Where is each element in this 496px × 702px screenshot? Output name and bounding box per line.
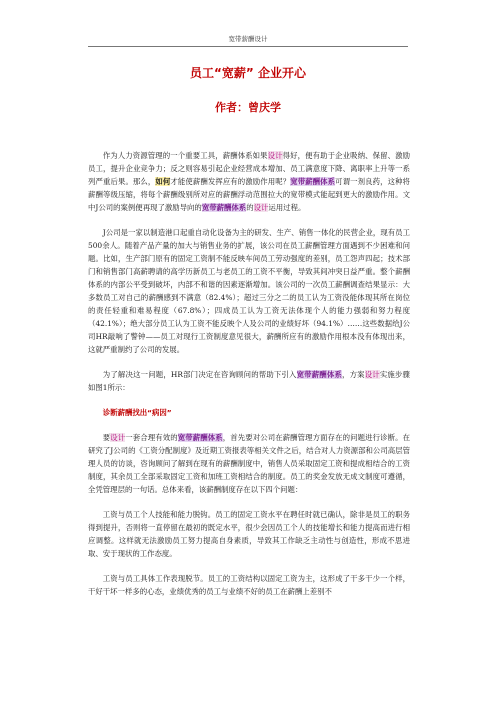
highlight-design: 设计 <box>253 203 269 212</box>
text-run: 才能使薪酬发挥应有的激励作用呢？ <box>170 177 291 186</box>
paragraph-problem-2: 工资与员工具体工作表现脱节。员工的工资结构以固定工资为主，这形成了干多干少一个样，干好干坏一样多的心态，业绩优秀的员工与业绩不好的员工在薪酬上差别不 <box>88 574 410 596</box>
paragraph-diagnosis <box>88 431 410 496</box>
paragraph-intro <box>88 149 410 214</box>
article-author: 作者：曾庆学 <box>215 101 281 114</box>
text-run: 要 <box>102 433 111 442</box>
section-heading: 诊断薪酬找出“病因” <box>102 408 172 417</box>
text-run: 一套合理有效的 <box>125 433 178 442</box>
text-run: 实施步骤如图1所示： <box>88 370 410 392</box>
article-body <box>88 149 410 610</box>
text-run: 作为人力资源管理的一个重要工具，薪酬体系如果 <box>102 151 268 160</box>
highlight-broadband-pay: 宽带薪酬体系 <box>290 177 336 186</box>
text-run: 可谓一剂良药，这种将薪酬等级压缩，将每个薪酬级别所对应的薪酬浮动范围拉大的宽带模式能起到更大的激励作用。文中J公司的案例便再现了激励导向的 <box>88 177 410 212</box>
text-run: 得好，便有助于企业吸纳、保留、激励员工，提升企业竞争力；反之则容易引起企业经营成本增加、员工满意度下降、离职率上升等一系列严重后果。那么， <box>88 151 410 186</box>
text-run: 的 <box>246 203 254 212</box>
highlight-design: 设计 <box>364 370 380 379</box>
highlight-broadband-pay: 宽带薪酬体系 <box>201 203 247 212</box>
running-header: 宽带薪酬设计 <box>228 35 268 43</box>
paragraph-solution <box>88 368 410 394</box>
highlight-design: 设计 <box>267 151 283 160</box>
highlight-design: 设计 <box>110 433 126 442</box>
header-divider <box>88 46 408 47</box>
text-run: ，首先要对公司在薪酬管理方面存在的问题进行诊断。在研究了J公司的《工资分配制度》及近期工资报表等相关文件之后，结合对人力资源部和公司高层管理人员的访谈，咨询顾问了解到在现有的薪酬制度中，销售人员采取固定工资和提成相结合的工资制度，其余员工全部采取固定工资和加班工资相结合的制度。员工的奖金发放无成文制度可遵循，全凭管理层的一句话。总体来看，该薪酬制度存在以下四个问题： <box>88 433 410 494</box>
paragraph-problem-1: 工资与员工个人技能和能力脱钩。员工的固定工资水平在聘任时就已确认，除非是员工的职务得到提升，否则将一直停留在最初的既定水平，很少会因员工个人的技能增长和能力提高而进行相应调整。这样就无法激励员工努力提高自身素质，导致其工作缺乏主动性与创造性，形成不思进取、安于现状的工作态度。 <box>88 510 410 558</box>
article-title: 员工“宽薪” 企业开心 <box>190 66 306 80</box>
paragraph-company-background: J公司是一家以制造港口起重自动化设备为主的研发、生产、销售一体化的民营企业，现有员工500余人。随着产品产量的加大与销售业务的扩展，该公司在员工薪酬管理方面遇到不少困难和问题。比如，生产部门原有的固定工资制不能反映车间员工劳动强度的差别，员工怨声四起；技术部门和销售部门高薪聘请的高学历新员工与老员工的工资不平衡，导致其间冲突日益严重。整个薪酬体系的内部公平受到破坏，内部不和谐的因素逐渐增加。该公司的一次员工薪酬调查结果显示：大多数员工对自己的薪酬感到不满意（82.4%）；超过三分之二的员工认为工资没能体现其所在岗位的责任轻重和难易程度（67.8%）；四成员工认为工资无法体现个人的能力强弱和努力程度（42.1%）；绝大部分员工认为工资不能反映个人及公司的业绩好坏（94.1%）……这些数据给J公司HR敲响了警钟——员工对现行工资制度意见很大，薪酬所应有的激励作用根本没有体现出来，这就严重制约了公司的发展。 <box>88 228 410 354</box>
highlight-how: 如何 <box>155 177 171 186</box>
text-run: ，方案 <box>342 370 365 379</box>
text-run: 运用过程。 <box>268 203 306 212</box>
highlight-broadband-pay: 宽带薪酬体系 <box>296 370 343 379</box>
highlight-broadband-pay: 宽带薪酬体系 <box>177 433 223 442</box>
text-run: 为了解决这一问题，HR部门决定在咨询顾问的帮助下引入 <box>102 370 297 379</box>
